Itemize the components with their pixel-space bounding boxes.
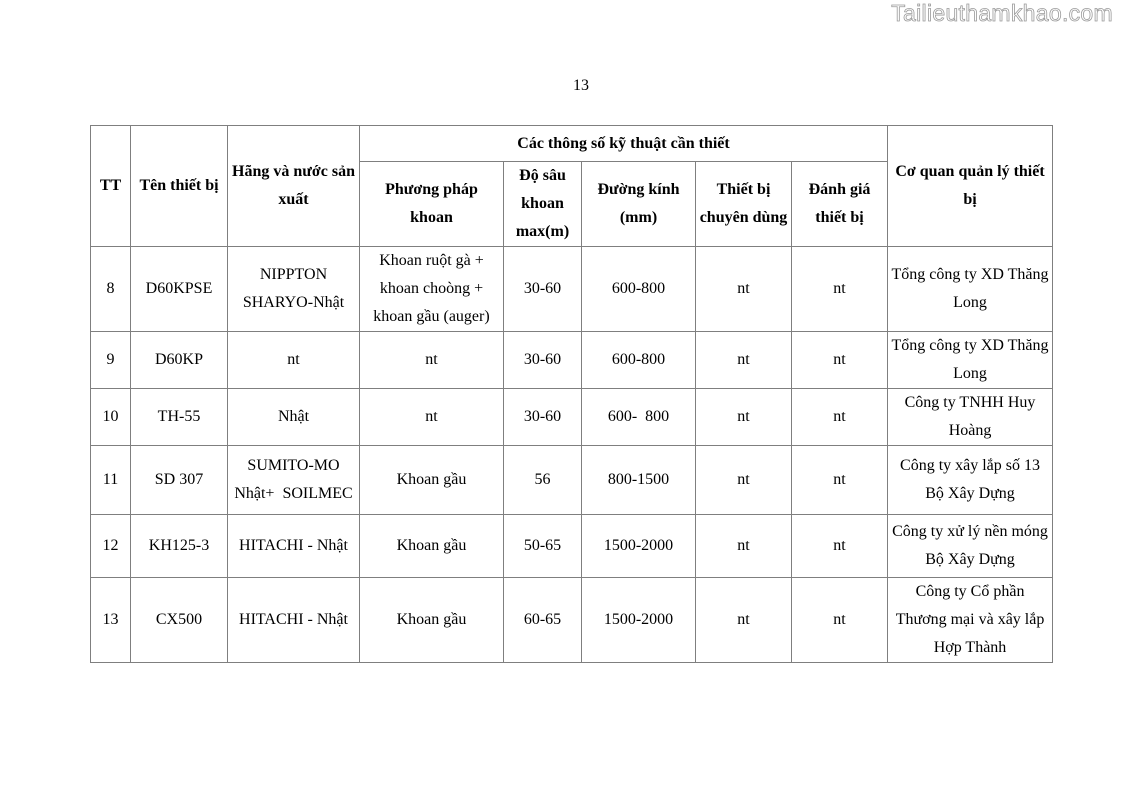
cell-diameter: 800-1500 <box>582 446 696 515</box>
cell-maker: HITACHI - Nhật <box>228 515 360 578</box>
cell-name: D60KPSE <box>131 247 228 332</box>
header-tt: TT <box>91 126 131 247</box>
header-depth: Độ sâu khoan max(m) <box>504 162 582 247</box>
cell-method: Khoan gầu <box>360 446 504 515</box>
table-row <box>91 247 1053 332</box>
cell-agency: Công ty xây lắp số 13 Bộ Xây Dựng <box>888 446 1053 515</box>
cell-name: CX500 <box>131 578 228 663</box>
table-row <box>91 389 1053 446</box>
equipment-table <box>90 125 1053 663</box>
page-number: 13 <box>573 77 589 94</box>
cell-depth: 56 <box>504 446 582 515</box>
cell-tt: 12 <box>91 515 131 578</box>
header-method: Phương pháp khoan <box>360 162 504 247</box>
cell-name: SD 307 <box>131 446 228 515</box>
header-diameter: Đường kính (mm) <box>582 162 696 247</box>
cell-evaluation: nt <box>792 446 888 515</box>
cell-method: Khoan gầu <box>360 515 504 578</box>
table-row <box>91 446 1053 515</box>
header-maker: Hãng và nước sản xuất <box>228 126 360 247</box>
cell-evaluation: nt <box>792 332 888 389</box>
cell-agency: Công ty xử lý nền móng Bộ Xây Dựng <box>888 515 1053 578</box>
cell-diameter: 600- 800 <box>582 389 696 446</box>
cell-name: KH125-3 <box>131 515 228 578</box>
cell-agency: Công ty TNHH Huy Hoàng <box>888 389 1053 446</box>
cell-tt: 10 <box>91 389 131 446</box>
cell-special: nt <box>696 332 792 389</box>
cell-tt: 8 <box>91 247 131 332</box>
cell-special: nt <box>696 389 792 446</box>
cell-diameter: 600-800 <box>582 247 696 332</box>
cell-special: nt <box>696 247 792 332</box>
cell-method: Khoan gầu <box>360 578 504 663</box>
cell-special: nt <box>696 578 792 663</box>
cell-evaluation: nt <box>792 247 888 332</box>
cell-method: Khoan ruột gà + khoan choòng + khoan gầu (auger) <box>360 247 504 332</box>
header-special-equipment: Thiết bị chuyên dùng <box>696 162 792 247</box>
cell-evaluation: nt <box>792 389 888 446</box>
cell-evaluation: nt <box>792 578 888 663</box>
cell-evaluation: nt <box>792 515 888 578</box>
cell-diameter: 1500-2000 <box>582 578 696 663</box>
cell-tt: 9 <box>91 332 131 389</box>
cell-maker: Nhật <box>228 389 360 446</box>
header-evaluation: Đánh giá thiết bị <box>792 162 888 247</box>
cell-depth: 30-60 <box>504 332 582 389</box>
table-row <box>91 515 1053 578</box>
cell-diameter: 1500-2000 <box>582 515 696 578</box>
cell-depth: 30-60 <box>504 389 582 446</box>
header-params-group: Các thông số kỹ thuật cần thiết <box>360 126 888 162</box>
cell-maker: HITACHI - Nhật <box>228 578 360 663</box>
cell-special: nt <box>696 515 792 578</box>
cell-name: TH-55 <box>131 389 228 446</box>
cell-depth: 50-65 <box>504 515 582 578</box>
header-agency: Cơ quan quản lý thiết bị <box>888 126 1053 247</box>
cell-method: nt <box>360 389 504 446</box>
cell-agency: Tổng công ty XD Thăng Long <box>888 332 1053 389</box>
cell-method: nt <box>360 332 504 389</box>
header-name: Tên thiết bị <box>131 126 228 247</box>
cell-tt: 13 <box>91 578 131 663</box>
table-row <box>91 578 1053 663</box>
watermark: Tailieuthamkhao.com <box>891 0 1113 26</box>
cell-tt: 11 <box>91 446 131 515</box>
cell-agency: Công ty Cổ phần Thương mại và xây lắp Hợp Thành <box>888 578 1053 663</box>
cell-diameter: 600-800 <box>582 332 696 389</box>
table-row <box>91 332 1053 389</box>
cell-depth: 30-60 <box>504 247 582 332</box>
cell-depth: 60-65 <box>504 578 582 663</box>
cell-maker: NIPPTON SHARYO-Nhật <box>228 247 360 332</box>
cell-maker: nt <box>228 332 360 389</box>
cell-maker: SUMITO-MO Nhật+ SOILMEC <box>228 446 360 515</box>
cell-agency: Tổng công ty XD Thăng Long <box>888 247 1053 332</box>
cell-name: D60KP <box>131 332 228 389</box>
cell-special: nt <box>696 446 792 515</box>
